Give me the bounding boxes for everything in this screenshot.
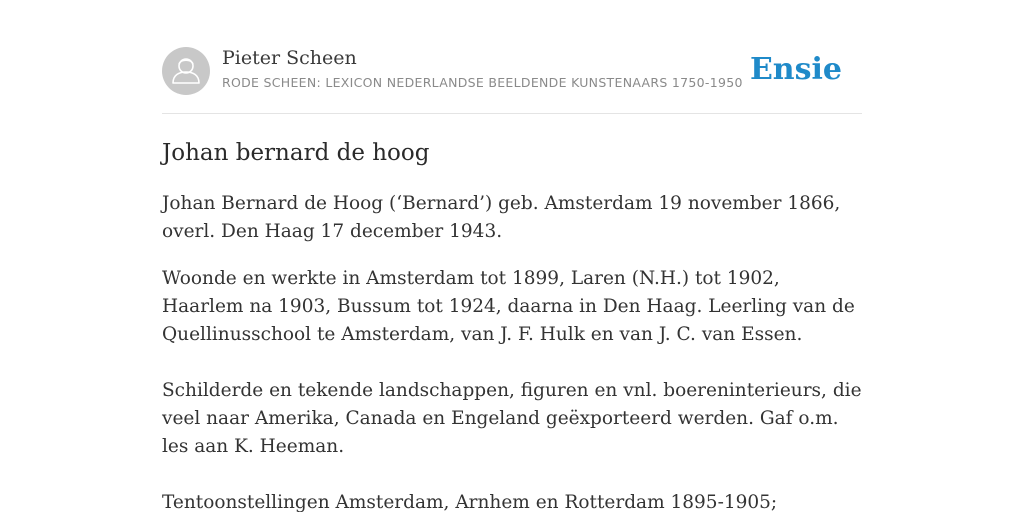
author-name[interactable]: Pieter Scheen — [222, 47, 357, 69]
header-divider — [162, 113, 862, 114]
user-silhouette-icon — [162, 47, 210, 95]
entry-header — [162, 46, 862, 114]
entry-paragraph: Schilderde en tekende landschappen, figuren en vnl. boereninterieurs, die veel naar Amerika, Canada en Engeland geëxporteerd werden. Gaf o.m. les aan K. Heeman. — [162, 380, 862, 457]
entry-title: Johan bernard de hoog — [162, 140, 430, 166]
brand-logo[interactable]: Ensie — [749, 52, 842, 87]
entry-paragraph: Johan Bernard de Hoog (‘Bernard’) geb. Amsterdam 19 november 1866, overl. Den Haag 17 december 1943. — [162, 193, 841, 242]
entry-paragraph: Tentoonstellingen Amsterdam, Arnhem en Rotterdam 1895-1905; — [162, 492, 778, 512]
source-title[interactable]: RODE SCHEEN: LEXICON NEDERLANDSE BEELDENDE KUNSTENAARS 1750-1950 — [222, 75, 743, 90]
entry-card — [162, 0, 862, 512]
author-avatar[interactable] — [162, 47, 210, 95]
entry-paragraph: Woonde en werkte in Amsterdam tot 1899, Laren (N.H.) tot 1902, Haarlem na 1903, Bussum tot 1924, daarna in Den Haag. Leerling van de Quellinusschool te Amsterdam, van J. F. Hulk en van J. C. van Essen. — [162, 268, 855, 345]
